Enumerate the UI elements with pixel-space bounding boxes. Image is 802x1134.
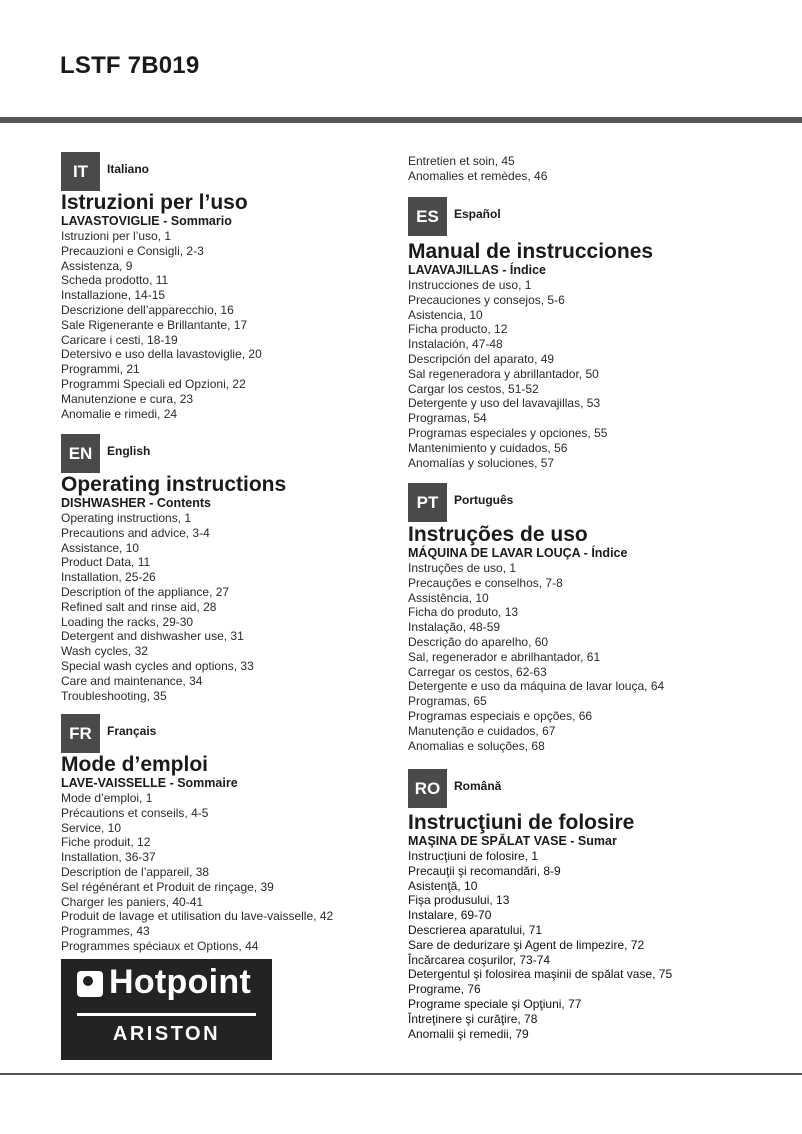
toc-item: Programas especiales y opciones, 55: [408, 425, 608, 440]
toc-item: Refined salt and rinse aid, 28: [61, 599, 217, 614]
toc-item: Assistência, 10: [408, 590, 489, 605]
toc-item: Programmes, 43: [61, 924, 150, 939]
toc-item: Programmi, 21: [61, 362, 140, 377]
toc-item: Detergente e uso da máquina de lavar louça, 64: [408, 679, 665, 694]
toc-item: Anomalias e soluções, 68: [408, 738, 545, 753]
toc-list-pt: [408, 561, 738, 753]
lang-badge-fr: FR: [61, 714, 100, 753]
toc-item: Description of the appliance, 27: [61, 584, 230, 599]
toc-item: Detersivo e uso della lavastoviglie, 20: [61, 347, 262, 362]
toc-item: Instrucciones de uso, 1: [408, 278, 532, 292]
section-en: [61, 434, 391, 703]
toc-item: Instrucţiuni de folosire, 1: [408, 849, 539, 863]
toc-item: Fiche produit, 12: [61, 835, 151, 850]
toc-item: Instruções de uso, 1: [408, 561, 517, 575]
section-subtitle-it: LAVASTOVIGLIE - Sommario: [61, 214, 232, 228]
toc-item: Anomalii şi remedii, 79: [408, 1026, 529, 1041]
lang-badge-es: ES: [408, 197, 447, 236]
toc-list-fr: [61, 791, 391, 954]
lang-name-es: Español: [454, 207, 501, 221]
lang-header-es: [408, 197, 738, 237]
toc-item: Programas, 54: [408, 411, 487, 426]
toc-item: Service, 10: [61, 820, 122, 835]
toc-item: Încărcarea coşurilor, 73-74: [408, 952, 551, 967]
section-subtitle-fr: LAVE-VAISSELLE - Sommaire: [61, 776, 238, 790]
section-subtitle-en: DISHWASHER - Contents: [61, 496, 211, 510]
section-title-pt: Instruções de uso: [408, 523, 588, 546]
toc-item: Precauzioni e Consigli, 2-3: [61, 243, 204, 258]
header-divider: [0, 117, 802, 123]
toc-item: Programmi Speciali ed Opzioni, 22: [61, 376, 246, 391]
toc-item: Sare de dedurizare şi Agent de limpezire, 72: [408, 937, 645, 952]
section-title-en: Operating instructions: [61, 473, 287, 496]
toc-list-it: [61, 229, 391, 421]
toc-item: Programmes spéciaux et Options, 44: [61, 938, 259, 953]
section-fr-continued: [408, 153, 738, 184]
toc-item: Instalação, 48-59: [408, 620, 501, 635]
toc-item: Sale Rigenerante e Brillantante, 17: [61, 317, 248, 332]
toc-item: Programe, 76: [408, 982, 481, 997]
toc-item: Asistencia, 10: [408, 307, 483, 322]
toc-item: Detergentul şi folosirea maşinii de spălat vase, 75: [408, 967, 673, 982]
toc-list-fr-continued: [408, 154, 738, 184]
toc-item: Instalación, 47-48: [408, 337, 503, 352]
toc-item: Wash cycles, 32: [61, 644, 148, 659]
toc-item: Assistenza, 9: [61, 258, 133, 273]
toc-item: Loading the racks, 29-30: [61, 614, 194, 629]
toc-list-es: [408, 278, 738, 470]
toc-item: Programe speciale şi Opţiuni, 77: [408, 996, 582, 1011]
section-subtitle-es: LAVAVAJILLAS - Índice: [408, 263, 546, 277]
toc-item: Product Data, 11: [61, 555, 151, 570]
lang-badge-en: EN: [61, 434, 100, 473]
toc-item: Sal, regenerador e abrilhantador, 61: [408, 649, 601, 664]
toc-item: Descrierea aparatului, 71: [408, 922, 543, 937]
toc-item: Ficha producto, 12: [408, 322, 508, 337]
lang-name-fr: Français: [107, 724, 157, 738]
toc-item: Descrizione dell’apparecchio, 16: [61, 302, 234, 317]
toc-item: Detergent and dishwasher use, 31: [61, 629, 244, 644]
toc-item: Assistance, 10: [61, 540, 140, 555]
toc-item: Manutenção e cuidados, 67: [408, 723, 556, 738]
footer-divider: [0, 1073, 802, 1075]
toc-item: Anomalies et remèdes, 46: [408, 168, 548, 183]
lang-header-en: [61, 434, 391, 474]
toc-item: Precauciones y consejos, 5-6: [408, 292, 565, 307]
toc-item: Sal regeneradora y abrillantador, 50: [408, 366, 599, 381]
section-title-it: Istruzioni per l’uso: [61, 191, 248, 214]
toc-item: Programas especiais e opções, 66: [408, 708, 593, 723]
section-fr: [61, 714, 391, 954]
toc-item: Instalare, 69-70: [408, 908, 492, 923]
toc-item: Troubleshooting, 35: [61, 688, 167, 703]
toc-item: Produit de lavage et utilisation du lave-vaisselle, 42: [61, 909, 334, 924]
toc-item: Scheda prodotto, 11: [61, 273, 169, 288]
lang-name-en: English: [107, 444, 151, 458]
toc-item: Operating instructions, 1: [61, 511, 192, 525]
toc-item: Cargar los cestos, 51-52: [408, 381, 539, 396]
toc-item: Care and maintenance, 34: [61, 673, 203, 688]
toc-list-en: [61, 511, 391, 703]
toc-item: Ficha do produto, 13: [408, 605, 519, 620]
toc-item: Precautions and advice, 3-4: [61, 525, 210, 540]
toc-item: Anomalías y soluciones, 57: [408, 455, 555, 470]
toc-item: Entretien et soin, 45: [408, 154, 515, 168]
toc-item: Descripción del aparato, 49: [408, 351, 555, 366]
toc-item: Detergente y uso del lavavajillas, 53: [408, 396, 601, 411]
toc-item: Precauções e conselhos, 7-8: [408, 575, 563, 590]
toc-item: Fişa produsului, 13: [408, 893, 510, 908]
lang-badge-ro: RO: [408, 769, 447, 808]
toc-item: Précautions et conseils, 4-5: [61, 805, 209, 820]
section-it: [61, 152, 391, 421]
logo-sub: ARISTON: [112, 1023, 221, 1045]
toc-item: Manutenzione e cura, 23: [61, 391, 194, 406]
lang-header-it: [61, 152, 391, 192]
lang-header-ro: [408, 769, 738, 809]
toc-item: Installazione, 14-15: [61, 288, 166, 303]
lang-name-pt: Português: [454, 493, 514, 507]
section-subtitle-pt: MÁQUINA DE LAVAR LOUÇA - Índice: [408, 546, 628, 560]
toc-item: Istruzioni per l’uso, 1: [61, 229, 172, 243]
section-title-fr: Mode d’emploi: [61, 753, 208, 776]
toc-item: Installation, 36-37: [61, 850, 156, 865]
model-title: LSTF 7B019: [60, 52, 200, 79]
toc-item: Asistenţă, 10: [408, 878, 478, 893]
toc-item: Programas, 65: [408, 694, 487, 709]
section-es: [408, 197, 738, 470]
toc-item: Mode d’emploi, 1: [61, 791, 153, 805]
section-title-es: Manual de instrucciones: [408, 240, 654, 263]
lang-name-it: Italiano: [107, 162, 150, 176]
hotpoint-icon: [77, 971, 103, 997]
lang-header-fr: [61, 714, 391, 754]
lang-header-pt: [408, 483, 738, 523]
toc-list-ro: [408, 849, 738, 1041]
section-ro: [408, 769, 738, 1041]
toc-item: Anomalie e rimedi, 24: [61, 406, 178, 421]
lang-badge-pt: PT: [408, 483, 447, 522]
toc-item: Precauţii şi recomandări, 8-9: [408, 863, 561, 878]
lang-badge-it: IT: [61, 152, 100, 191]
toc-item: Special wash cycles and options, 33: [61, 658, 254, 673]
toc-item: Mantenimiento y cuidados, 56: [408, 440, 568, 455]
toc-item: Sel régénérant et Produit de rinçage, 39: [61, 879, 274, 894]
toc-item: Description de l’appareil, 38: [61, 864, 210, 879]
section-pt: [408, 483, 738, 753]
toc-item: Carregar os cestos, 62-63: [408, 664, 547, 679]
toc-item: Caricare i cesti, 18-19: [61, 332, 178, 347]
toc-item: Charger les paniers, 40-41: [61, 894, 204, 909]
toc-item: Installation, 25-26: [61, 570, 156, 585]
section-title-ro: Instrucţiuni de folosire: [408, 811, 635, 834]
toc-item: Descrição do aparelho, 60: [408, 634, 549, 649]
hotpoint-ariston-logo: [61, 959, 272, 1060]
toc-item: Întreţinere şi curăţire, 78: [408, 1011, 538, 1026]
section-subtitle-ro: MAŞINA DE SPĂLAT VASE - Sumar: [408, 834, 617, 848]
logo-rule: [77, 1013, 256, 1016]
lang-name-ro: Română: [454, 779, 502, 793]
logo-brand: Hotpoint: [109, 963, 252, 1001]
